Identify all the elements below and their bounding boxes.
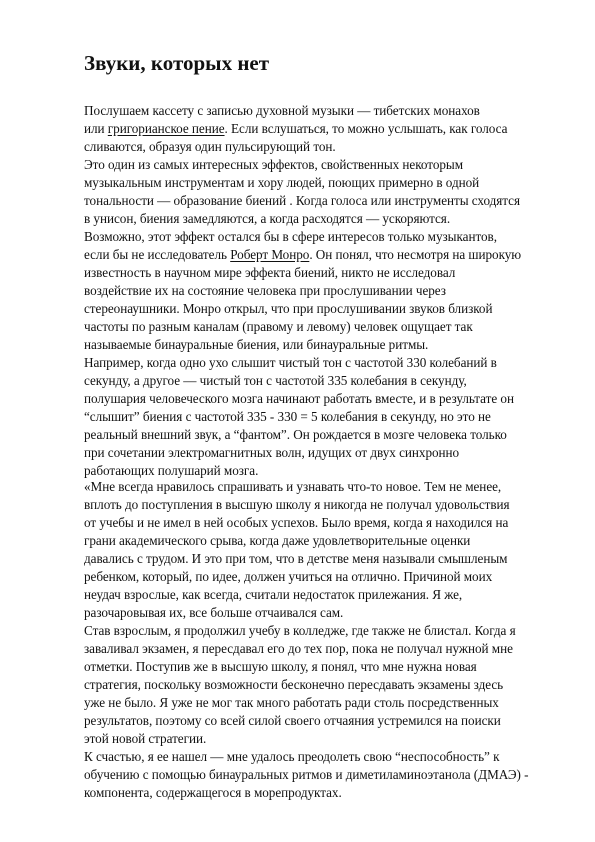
text-line: музыкальным инструментам и хору людей, поющих примерно в одной	[84, 175, 480, 190]
text-line: частоты по разным каналам (правому и левому) человек ощущает так	[84, 319, 473, 334]
text-line: этой новой стратегии.	[84, 731, 207, 746]
text-span: или	[84, 121, 108, 136]
text-line: заваливал экзамен, я пересдавал его до тех пор, пока не получал нужной мне	[84, 641, 513, 656]
text-line	[84, 120, 521, 138]
text-line: результатов, поэтому со всей силой своего отчаяния устремился на поиски	[84, 713, 501, 728]
text-line: полушария человеческого мозга начинают работать вместе, и в результате он	[84, 391, 514, 406]
text-line: ребенком, который, по идее, должен учиться на отлично. Причиной моих	[84, 569, 493, 584]
paragraph-block-intro	[84, 102, 521, 480]
text-line: от учебы и не имел в ней особых успехов. Было время, когда я находился на	[84, 515, 509, 530]
robert-monroe-link[interactable]: Роберт Монро	[230, 247, 310, 262]
text-line: неудач взрослые, как всегда, считали недостаток прилежания. Я же,	[84, 587, 463, 602]
text-line: вплоть до поступления в высшую школу я никогда не получал удовольствия	[84, 497, 510, 512]
paragraph-block-quote	[84, 478, 528, 802]
text-line: уже не было. Я уже не мог так много работать ради столь посредственных	[84, 695, 499, 710]
text-line: компонента, содержащегося в морепродуктах.	[84, 785, 342, 800]
text-line: стратегия, поскольку возможности бесконечно пересдавать экзамены здесь	[84, 677, 504, 692]
text-line: воздействие их на состояние человека при прослушивании через	[84, 283, 446, 298]
text-line: в унисон, биения замедляются, а когда расходятся — ускоряются.	[84, 211, 451, 226]
text-line: Например, когда одно ухо слышит чистый тон с частотой 330 колебаний в	[84, 355, 497, 370]
text-line: работающих полушарий мозга.	[84, 463, 259, 478]
text-line: Послушаем кассету с записью духовной музыки — тибетских монахов	[84, 103, 480, 118]
text-line: реальный внешний звук, а “фантом”. Он рождается в мозге человека только	[84, 427, 507, 442]
text-line: обучению с помощью бинауральных ритмов и диметиламиноэтанола (ДМАЭ) -	[84, 767, 529, 782]
text-line: Это один из самых интересных эффектов, свойственных некоторым	[84, 157, 464, 172]
gregorian-chant-link[interactable]: григорианское пение	[107, 121, 225, 136]
text-line: стереонаушники. Монро открыл, что при прослушивании звуков близкой	[84, 301, 493, 316]
text-line: разочаровывая их, все больше отчаивался сам.	[84, 605, 344, 620]
page-title: Звуки, которых нет	[84, 51, 270, 75]
text-line: тональности — образование биений . Когда голоса или инструменты сходятся	[84, 193, 520, 208]
text-line: при сочетании электромагнитных волн, идущих от двух синхронно	[84, 445, 460, 460]
text-line: Став взрослым, я продолжил учебу в колледже, где также не блистал. Когда я	[84, 623, 516, 638]
text-line	[84, 246, 521, 264]
text-line: отметки. Поступив же в высшую школу, я понял, что мне нужна новая	[84, 659, 477, 674]
text-line: Возможно, этот эффект остался бы в сфере интересов только музыкантов,	[84, 229, 497, 244]
text-line: секунду, а другое — чистый тон с частотой 335 колебания в секунду,	[84, 373, 467, 388]
text-span: . Он понял, что несмотря на широкую	[309, 247, 522, 262]
text-span: . Если вслушаться, то можно услышать, как голоса	[224, 121, 508, 136]
text-line: К счастью, я ее нашел — мне удалось преодолеть свою “неспособность” к	[84, 749, 500, 764]
text-line: сливаются, образуя один пульсирующий тон.	[84, 139, 336, 154]
text-line: грани академического срыва, когда даже удовлетворительные оценки	[84, 533, 471, 548]
text-line: давались с трудом. И это при том, что в детстве меня называли смышленым	[84, 551, 508, 566]
text-line: известность в научном мире эффекта биений, никто не исследовал	[84, 265, 456, 280]
text-span: если бы не исследователь	[84, 247, 231, 262]
text-line: называемые бинауральные биения, или бинауральные ритмы.	[84, 337, 429, 352]
text-line: «Мне всегда нравилось спрашивать и узнавать что-то новое. Тем не менее,	[84, 479, 502, 494]
text-line: “слышит” биения с частотой 335 - 330 = 5 колебания в секунду, но это не	[84, 409, 491, 424]
